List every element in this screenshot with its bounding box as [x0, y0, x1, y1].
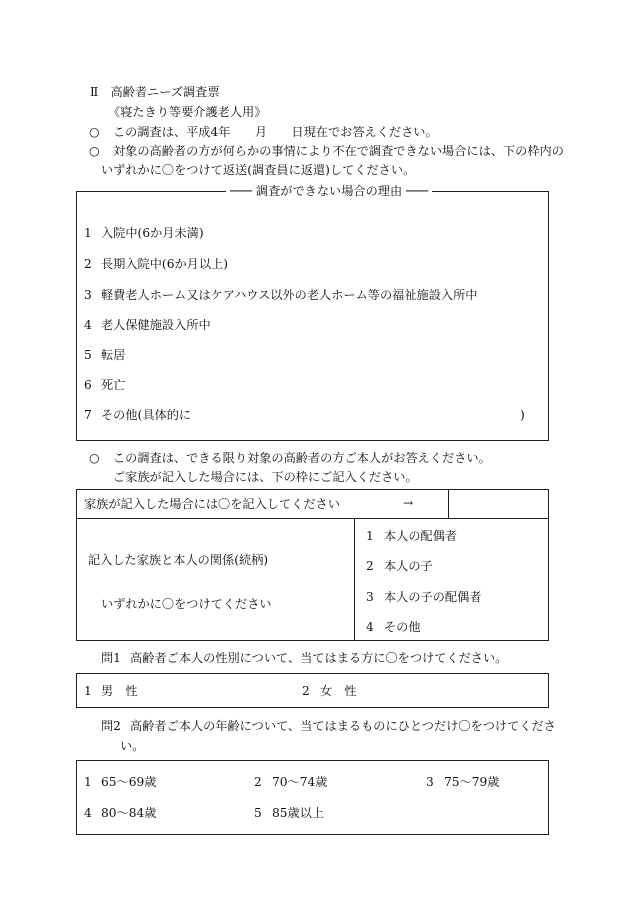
- reason-checkbox-2[interactable]: 長期入院中(6か月以上): [101, 257, 228, 271]
- q2-option-2[interactable]: 70〜74歳: [272, 775, 328, 789]
- q1-num-2: 2: [302, 684, 310, 698]
- reason-num-2: 2: [84, 257, 92, 271]
- intro-line-2a: 対象の高齢者の方が何らかの事情により不在で調査できない場合には、下の枠内の: [113, 144, 564, 158]
- note-line-2: ご家族が記入した場合には、下の枠にご記入ください。: [113, 470, 418, 484]
- q2-option-5[interactable]: 85歳以上: [272, 806, 325, 820]
- reason-checkbox-7[interactable]: その他(具体的に: [101, 408, 192, 422]
- q2-text-b: い。: [120, 739, 145, 753]
- intro-mark-1: ○: [89, 125, 100, 139]
- relation-option-4[interactable]: その他: [384, 620, 421, 634]
- reason-checkbox-4[interactable]: 老人保健施設入所中: [101, 318, 211, 332]
- section-title: Ⅱ 高齢者ニーズ調査票: [90, 85, 220, 99]
- reason-num-7: 7: [84, 408, 92, 422]
- reason-checkbox-3[interactable]: 軽費老人ホーム又はケアハウス以外の老人ホーム等の福祉施設入所中: [101, 288, 478, 302]
- family-arrow: →: [403, 496, 414, 510]
- relation-instruction: いずれかに〇をつけてください: [101, 597, 272, 611]
- reason-num-6: 6: [84, 378, 92, 392]
- intro-line-1: この調査は、平成4年 月 日現在でお答えください。: [113, 125, 438, 139]
- reason-num-3: 3: [84, 288, 92, 302]
- family-answer-cell[interactable]: [449, 490, 548, 518]
- family-table-col-divider: [354, 518, 355, 641]
- reason-num-1: 1: [84, 226, 92, 240]
- relation-num-4: 4: [366, 620, 374, 634]
- q2-option-1[interactable]: 65〜69歳: [101, 775, 157, 789]
- family-table-header-divider: [76, 518, 549, 519]
- q2-options-box: [76, 760, 549, 835]
- note-line-1: この調査は、できる限り対象の高齢者の方ご本人がお答えください。: [113, 451, 491, 465]
- reason-num-4: 4: [84, 318, 92, 332]
- q2-option-3[interactable]: 75〜79歳: [444, 775, 500, 789]
- relation-num-2: 2: [366, 559, 374, 573]
- reason-checkbox-1[interactable]: 入院中(6か月未満): [101, 226, 204, 240]
- reason-checkbox-6[interactable]: 死亡: [101, 378, 126, 392]
- q2-num-4: 4: [84, 806, 92, 820]
- q2-num-2: 2: [254, 775, 262, 789]
- survey-subtitle: 《寝たきり等要介護老人用》: [108, 105, 267, 119]
- q1-option-male[interactable]: 男 性: [101, 684, 138, 698]
- q2-num-1: 1: [84, 775, 92, 789]
- relation-option-2[interactable]: 本人の子: [384, 559, 433, 573]
- intro-mark-2: ○: [89, 144, 100, 158]
- reason-other-close-paren: ): [520, 408, 525, 422]
- relation-option-3[interactable]: 本人の子の配偶者: [384, 590, 482, 604]
- q1-text: 高齢者ご本人の性別について、当てはまる方に〇をつけてください。: [130, 651, 508, 665]
- q2-text-a: 高齢者ご本人の年齢について、当てはまるものにひとつだけ〇をつけてくださ: [130, 719, 556, 733]
- q2-label: 問2: [101, 719, 121, 733]
- q1-option-female[interactable]: 女 性: [320, 684, 357, 698]
- reason-num-5: 5: [84, 348, 92, 362]
- family-header-label: 家族が記入した場合には〇を記入してください: [84, 497, 340, 511]
- q2-num-5: 5: [254, 806, 262, 820]
- reasons-title: ─── 調査ができない場合の理由 ───: [226, 185, 432, 197]
- relation-num-1: 1: [366, 529, 374, 543]
- relation-option-1[interactable]: 本人の配偶者: [384, 529, 458, 543]
- intro-line-2b: いずれかに〇をつけて返送(調査員に返還)してください。: [101, 163, 416, 177]
- q2-option-4[interactable]: 80〜84歳: [101, 806, 157, 820]
- q1-num-1: 1: [84, 684, 92, 698]
- q2-num-3: 3: [426, 775, 434, 789]
- reason-checkbox-5[interactable]: 転居: [101, 348, 126, 362]
- q1-options-box: [76, 673, 549, 708]
- q1-label: 問1: [101, 651, 121, 665]
- relation-label: 記入した家族と本人の関係(続柄): [88, 553, 269, 567]
- relation-num-3: 3: [366, 590, 374, 604]
- note-mark: ○: [89, 451, 100, 465]
